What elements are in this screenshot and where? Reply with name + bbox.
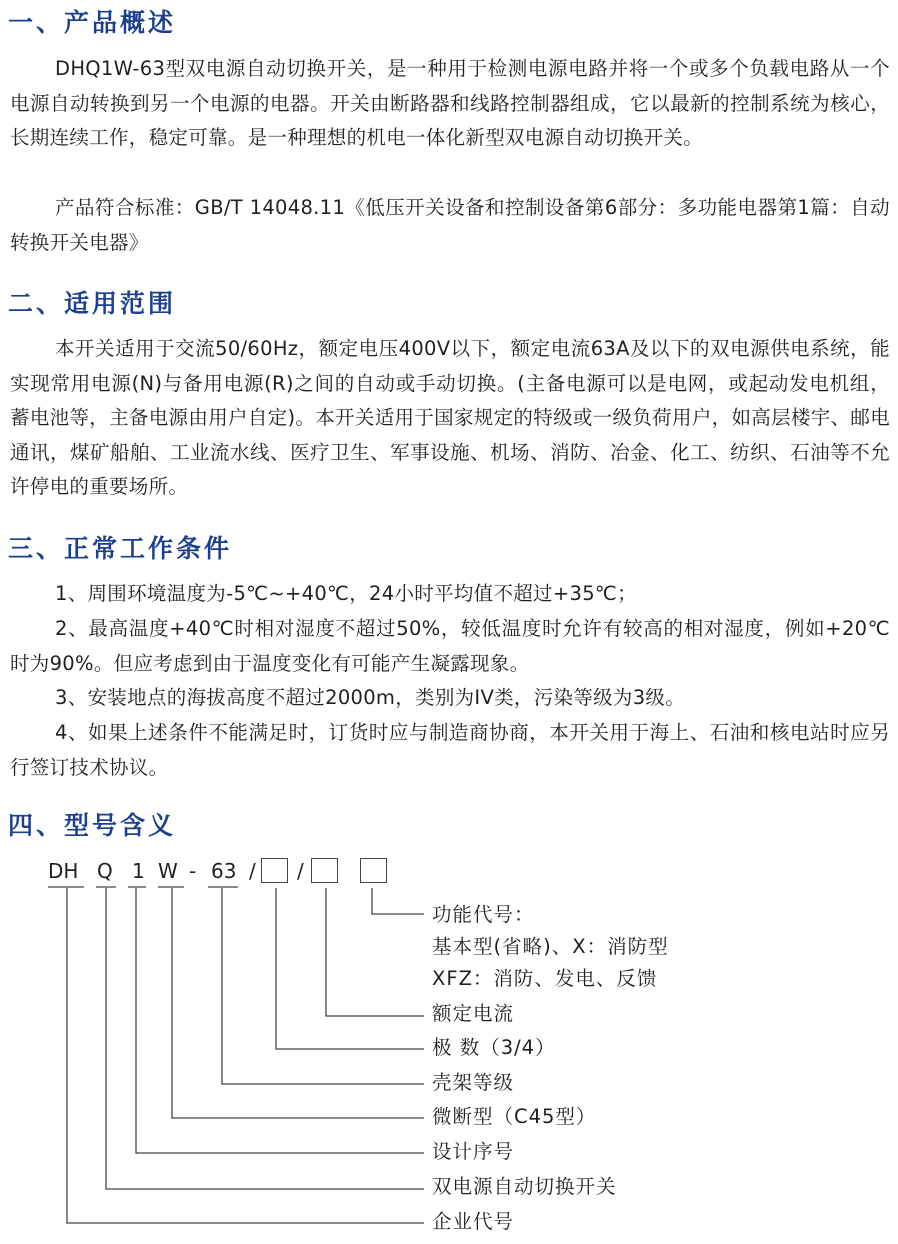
model-part-slash-1: / — [249, 859, 256, 883]
condition-item-4: 4、如果上述条件不能满足时，订货时应与制造商协商，本开关用于海上、石油和核电站时应另行签订技术协议。 — [10, 721, 890, 779]
scope-paragraph: 本开关适用于交流50/60Hz，额定电压400V以下，额定电流63A及以下的双电源供电系统，能实现常用电源(N)与备用电源(R)之间的自动或手动切换。(主备电源可以是电网，或起动发电机组，蓄电池等，主备电源由用户自定)。本开关适用于国家规定的特级或一级负荷用户，如高层楼宇、邮电通讯，煤矿船舶、工业流水线、医疗卫生、军事设施、机场、消防、冶金、化工、纺织、石油等不允许停电的重要场所。 — [10, 337, 890, 498]
label-company-code: 企业代号 — [432, 1210, 515, 1233]
section-heading-scope: 二、适用范围 — [8, 289, 177, 318]
section-heading-conditions: 三、正常工作条件 — [8, 534, 233, 563]
model-part-w: W — [158, 859, 178, 883]
condition-item-1: 1、周围环境温度为-5℃~+40℃，24小时平均值不超过+35℃； — [55, 582, 637, 605]
label-function-title: 功能代号： — [432, 903, 535, 926]
overview-paragraph: DHQ1W-63型双电源自动切换开关，是一种用于检测电源电路并将一个或多个负载电路从一个电源自动转换到另一个电源的电器。开关由断路器和线路控制器组成，它以最新的控制系统为核心，长期连续工作，稳定可靠。是一种理想的机电一体化新型双电源自动切换开关。 — [10, 57, 890, 149]
model-part-1: 1 — [132, 859, 145, 883]
label-switch-name: 双电源自动切换开关 — [432, 1175, 617, 1198]
label-frame: 壳架等级 — [432, 1071, 515, 1094]
label-function-line1: 基本型(省略)、X：消防型 — [432, 935, 669, 958]
condition-item-3: 3、安装地点的海拔高度不超过2000m，类别为IV类，污染等级为3级。 — [55, 686, 686, 709]
model-part-slash-2: / — [297, 859, 304, 883]
model-part-dh: DH — [48, 859, 79, 883]
label-poles: 极 数（3/4） — [432, 1036, 556, 1059]
label-design-no: 设计序号 — [432, 1140, 515, 1163]
label-rated-current: 额定电流 — [432, 1002, 515, 1025]
model-part-63: 63 — [211, 859, 237, 883]
label-function-line2: XFZ：消防、发电、反馈 — [432, 967, 658, 990]
label-micro-breaker: 微断型（C45型） — [432, 1105, 597, 1128]
model-part-dash: - — [189, 859, 197, 883]
model-part-q: Q — [97, 859, 113, 883]
condition-item-2: 2、最高温度+40℃时相对湿度不超过50%，较低温度时允许有较高的相对湿度，例如+20℃时为90%。但应考虑到由于温度变化有可能产生凝露现象。 — [10, 617, 890, 675]
section-heading-overview: 一、产品概述 — [8, 8, 177, 37]
section-heading-model: 四、型号含义 — [8, 811, 177, 840]
standard-paragraph: 产品符合标准：GB/T 14048.11《低压开关设备和控制设备第6部分：多功能电器第1篇：自动转换开关电器》 — [10, 196, 890, 254]
